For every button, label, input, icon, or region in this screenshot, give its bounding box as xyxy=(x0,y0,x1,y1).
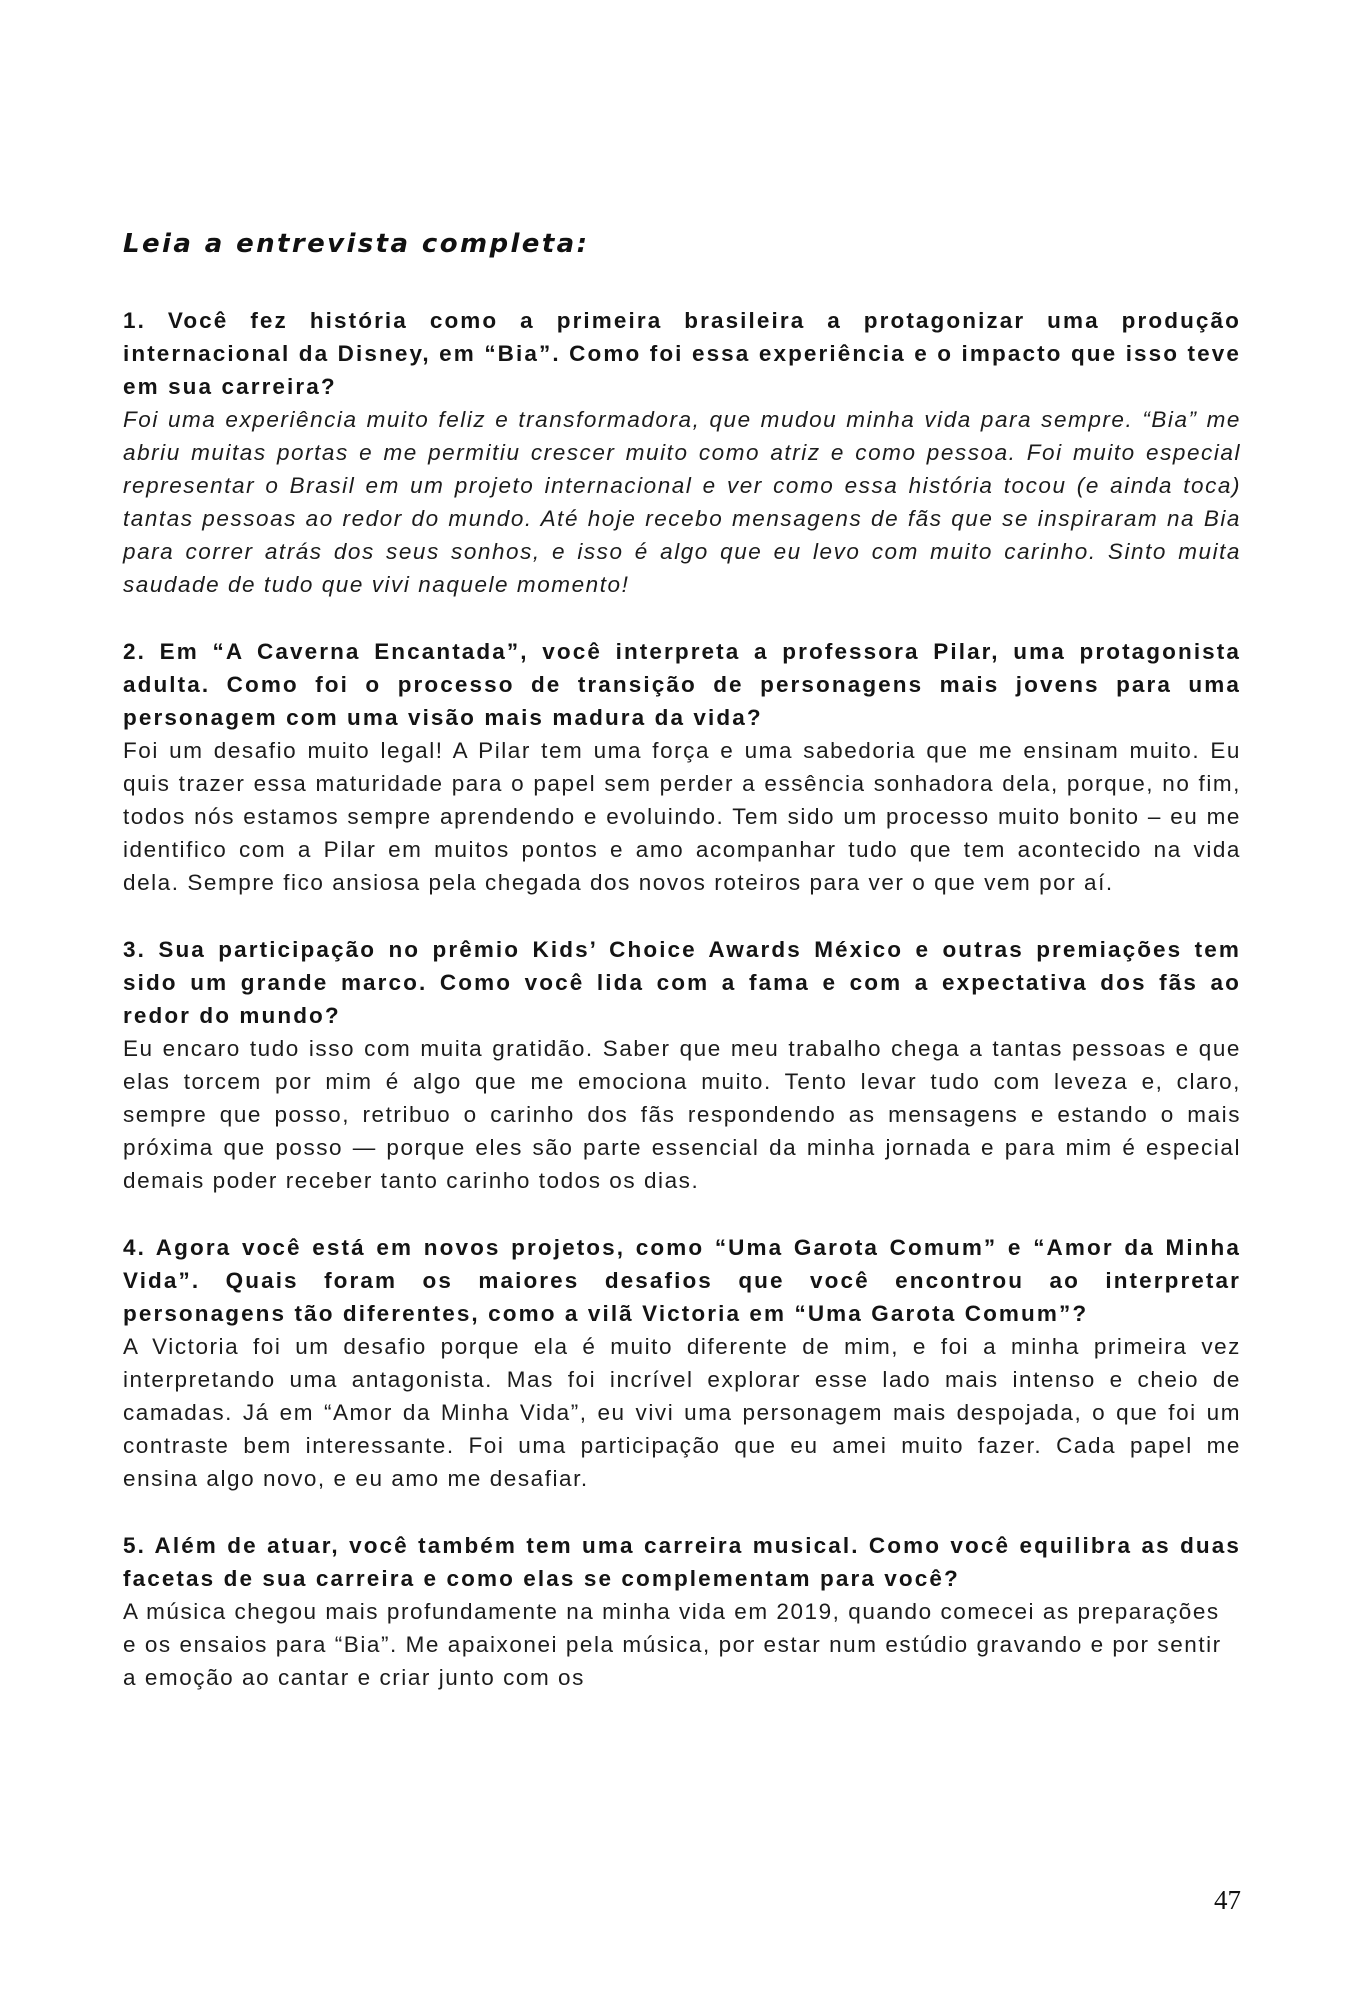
page-number: 47 xyxy=(1214,1885,1241,1915)
qa-item-3 xyxy=(123,933,1241,1197)
qa-item-2 xyxy=(123,635,1241,899)
question-1: 1. Você fez história como a primeira brasileira a protagonizar uma produção internacional da Disney, em “Bia”. Como foi essa experiência e o impacto que isso teve em sua carreira? xyxy=(123,308,1241,399)
qa-item-5 xyxy=(123,1529,1241,1694)
answer-5: A música chegou mais profundamente na minha vida em 2019, quando comecei as preparações e os ensaios para “Bia”. Me apaixonei pela música, por estar num estúdio gravando e por sentir a emoção ao cantar e criar junto com os xyxy=(123,1599,1222,1690)
answer-1: Foi uma experiência muito feliz e transformadora, que mudou minha vida para sempre. “Bia” me abriu muitas portas e me permitiu crescer muito como atriz e como pessoa. Foi muito especial representar o Brasil em um projeto internacional e ver como essa história tocou (e ainda toca) tantas pessoas ao redor do mundo. Até hoje recebo mensagens de fãs que se inspiraram na Bia para correr atrás dos seus sonhos, e isso é algo que eu levo com muito carinho. Sinto muita saudade de tudo que vivi naquele momento! xyxy=(123,407,1241,597)
answer-2: Foi um desafio muito legal! A Pilar tem uma força e uma sabedoria que me ensinam muito. Eu quis trazer essa maturidade para o papel sem perder a essência sonhadora dela, porque, no fim, todos nós estamos sempre aprendendo e evoluindo. Tem sido um processo muito bonito – eu me identifico com a Pilar em muitos pontos e amo acompanhar tudo que tem acontecido na vida dela. Sempre fico ansiosa pela chegada dos novos roteiros para ver o que vem por aí. xyxy=(123,738,1241,895)
qa-item-1 xyxy=(123,304,1241,601)
interview-page xyxy=(123,226,1241,1728)
question-2: 2. Em “A Caverna Encantada”, você interpreta a professora Pilar, uma protagonista adulta. Como foi o processo de transição de personagens mais jovens para uma personagem com uma visão mais madura da vida? xyxy=(123,639,1241,730)
qa-item-4 xyxy=(123,1231,1241,1495)
question-4: 4. Agora você está em novos projetos, como “Uma Garota Comum” e “Amor da Minha Vida”. Quais foram os maiores desafios que você encontrou ao interpretar personagens tão diferentes, como a vilã Victoria em “Uma Garota Comum”? xyxy=(123,1235,1241,1326)
answer-4: A Victoria foi um desafio porque ela é muito diferente de mim, e foi a minha primeira vez interpretando uma antagonista. Mas foi incrível explorar esse lado mais intenso e cheio de camadas. Já em “Amor da Minha Vida”, eu vivi uma personagem mais despojada, o que foi um contraste bem interessante. Foi uma participação que eu amei muito fazer. Cada papel me ensina algo novo, e eu amo me desafiar. xyxy=(123,1334,1241,1491)
question-3: 3. Sua participação no prêmio Kids’ Choice Awards México e outras premiações tem sido um grande marco. Como você lida com a fama e com a expectativa dos fãs ao redor do mundo? xyxy=(123,937,1241,1028)
answer-3: Eu encaro tudo isso com muita gratidão. Saber que meu trabalho chega a tantas pessoas e que elas torcem por mim é algo que me emociona muito. Tento levar tudo com leveza e, claro, sempre que posso, retribuo o carinho dos fãs respondendo as mensagens e estando o mais próxima que posso — porque eles são parte essencial da minha jornada e para mim é especial demais poder receber tanto carinho todos os dias. xyxy=(123,1036,1241,1193)
intro-heading: Leia a entrevista completa: xyxy=(123,229,590,259)
question-5: 5. Além de atuar, você também tem uma carreira musical. Como você equilibra as duas facetas de sua carreira e como elas se complementam para você? xyxy=(123,1533,1241,1591)
